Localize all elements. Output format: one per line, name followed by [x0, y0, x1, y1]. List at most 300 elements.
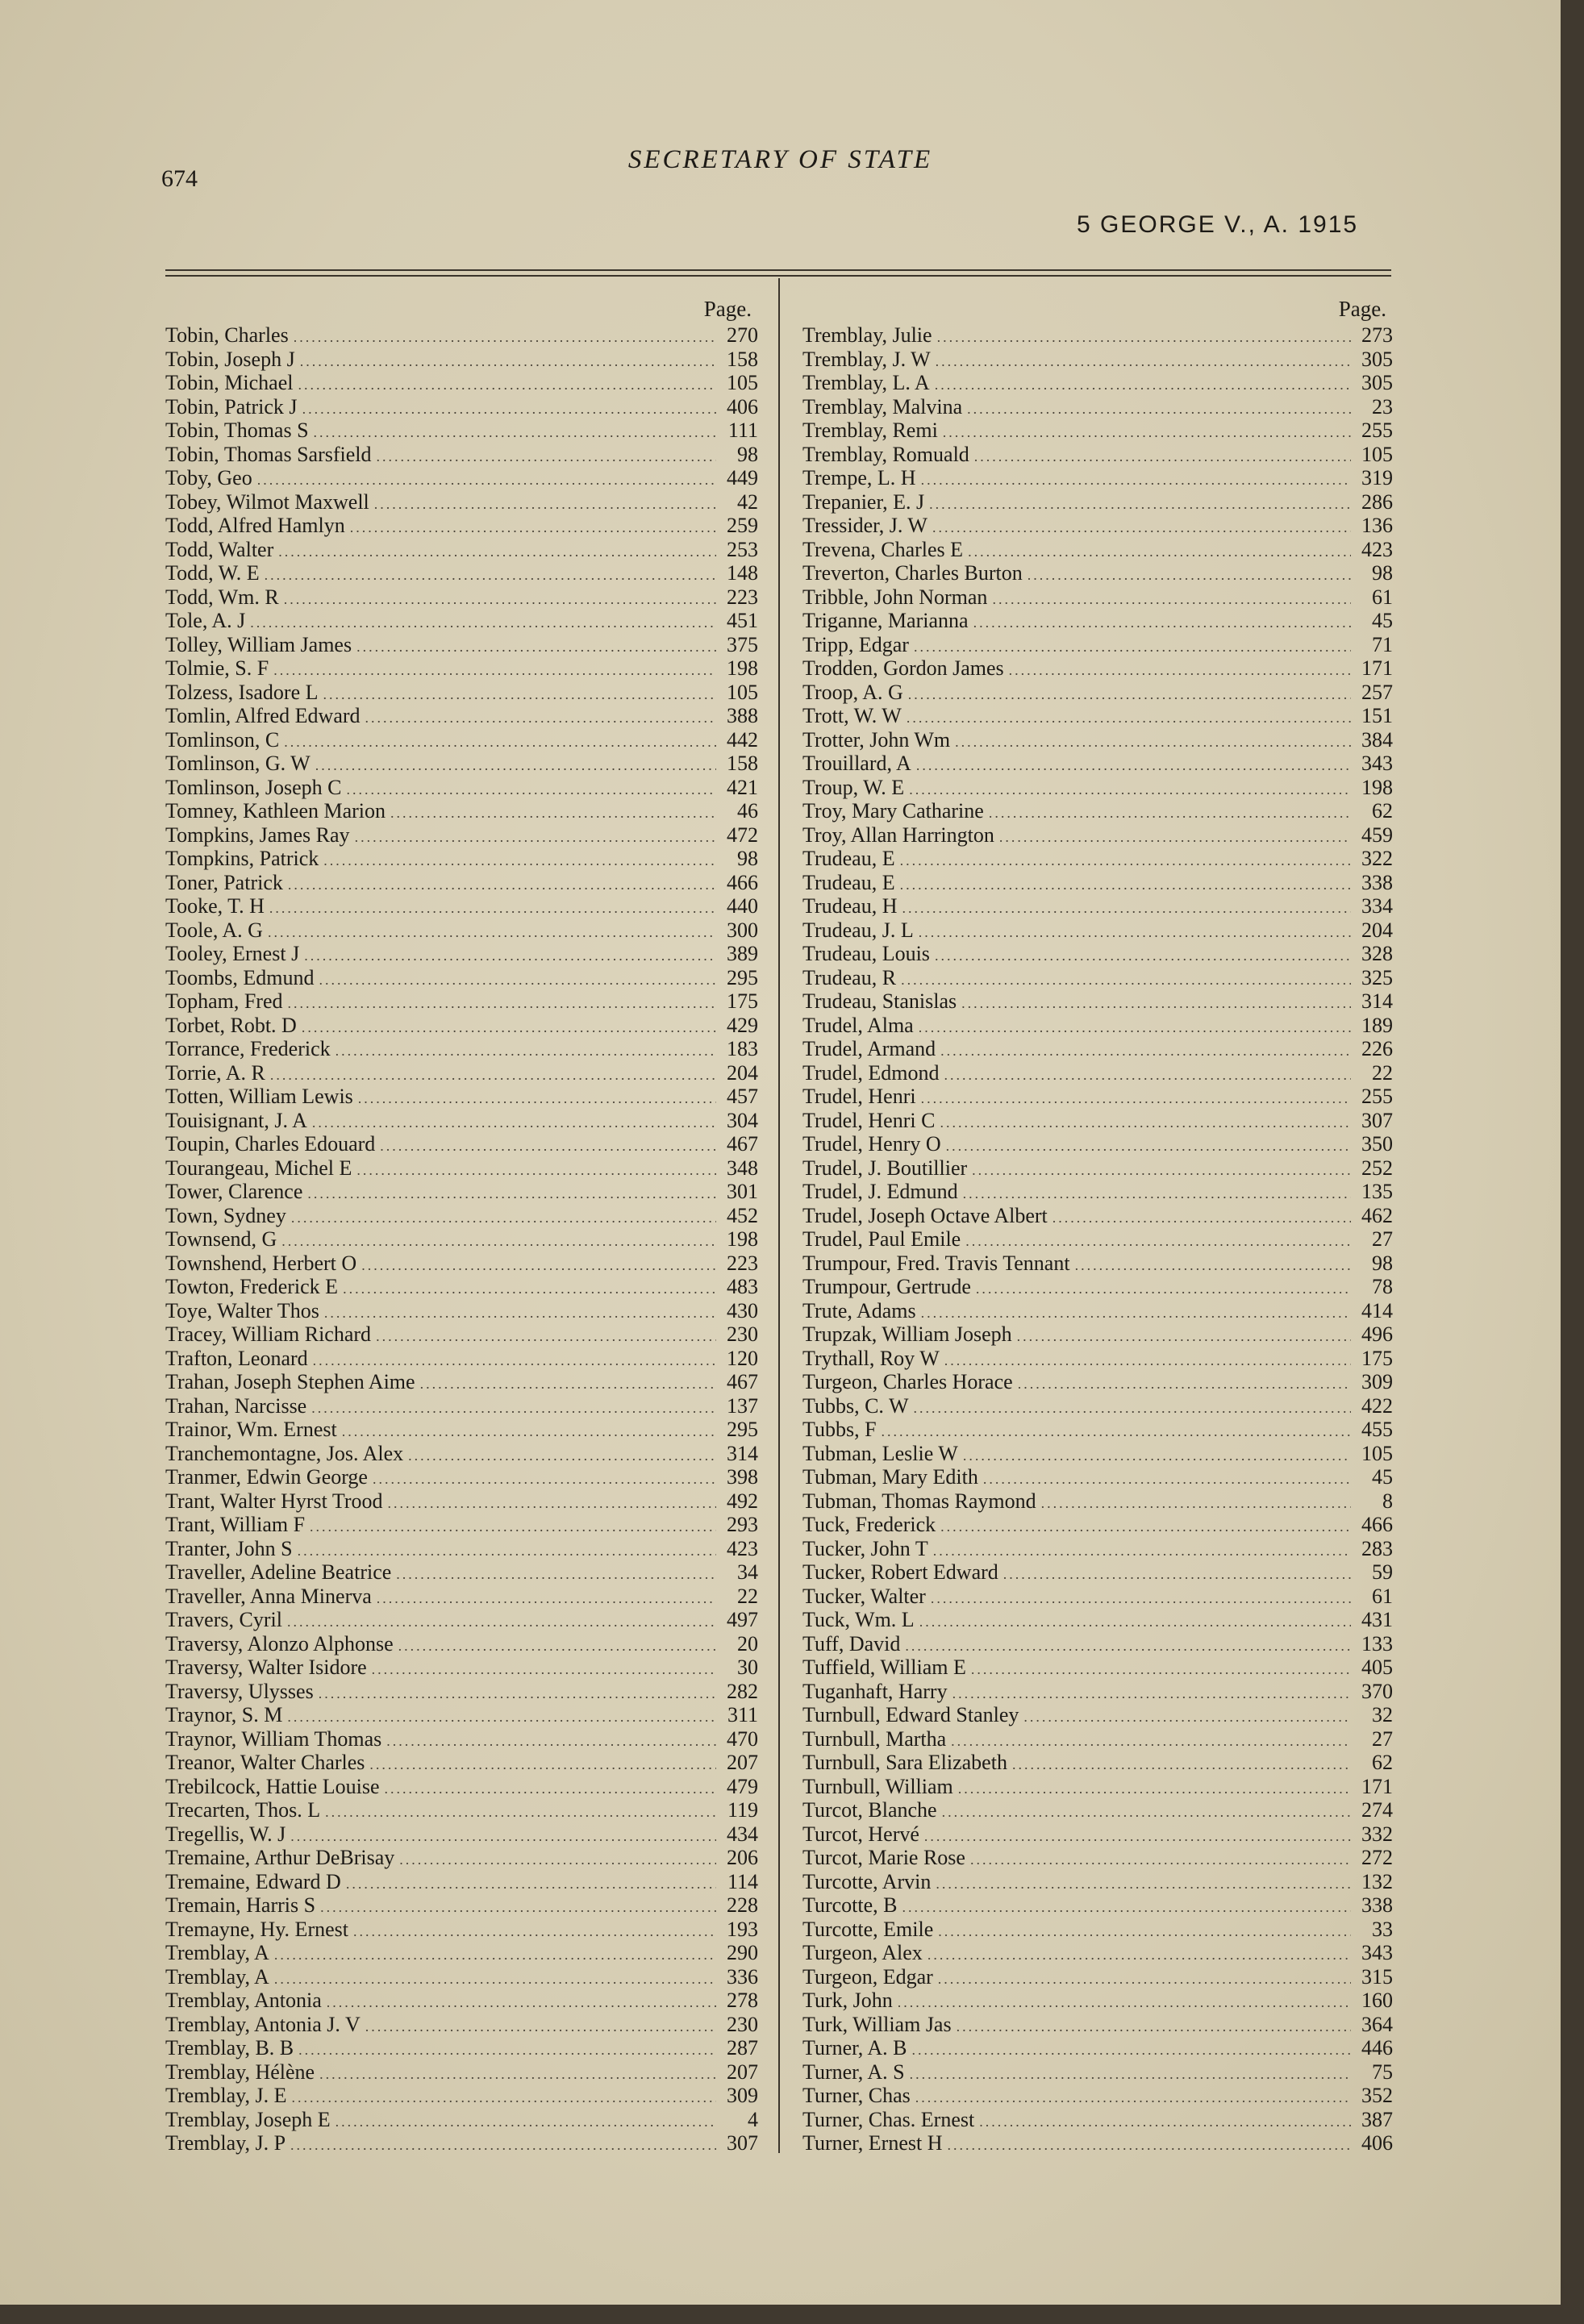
entry-page: 120	[727, 1346, 758, 1370]
index-entry	[802, 704, 1393, 728]
dot-leader	[976, 1277, 1351, 1302]
entry-page: 105	[1361, 442, 1393, 466]
index-entry	[802, 989, 1393, 1014]
index-entry	[165, 1418, 758, 1442]
entry-name: Trepanier, E. J	[802, 489, 925, 514]
index-entry	[802, 371, 1393, 395]
dot-leader	[915, 2086, 1351, 2110]
entry-name: Tremain, Harris S	[165, 1893, 316, 1917]
entry-name: Tranter, John S	[165, 1536, 293, 1560]
entry-name: Triganne, Marianna	[802, 609, 969, 632]
index-entry	[802, 1227, 1393, 1252]
index-entry	[802, 348, 1393, 372]
entry-page: 472	[727, 823, 758, 847]
entry-name: Tolzess, Isadore L	[165, 680, 319, 704]
entry-page: 375	[727, 632, 758, 656]
index-entry	[802, 1442, 1393, 1466]
dot-leader	[1018, 1372, 1351, 1397]
index-entry	[802, 1204, 1393, 1228]
entry-name: Tubbs, F	[802, 1418, 877, 1441]
index-entry	[802, 1394, 1393, 1418]
dot-leader	[273, 659, 716, 683]
entry-name: Tolley, William James	[165, 632, 352, 656]
entry-name: Toner, Patrick	[165, 870, 283, 894]
entry-page: 304	[727, 1108, 758, 1132]
index-entry	[802, 1085, 1393, 1109]
entry-page: 338	[1361, 1893, 1393, 1917]
index-entry	[802, 1822, 1393, 1847]
dot-leader	[900, 849, 1351, 873]
index-entry	[165, 656, 758, 681]
index-entry	[165, 1347, 758, 1371]
entry-name: Tremblay, J. W	[802, 347, 931, 371]
entry-name: Turnbull, Edward Stanley	[802, 1703, 1019, 1726]
entry-page: 455	[1361, 1418, 1393, 1441]
index-entry	[165, 1893, 758, 1918]
entry-name: Todd, Alfred Hamlyn	[165, 514, 345, 537]
index-entry	[165, 704, 758, 728]
index-entry	[802, 1014, 1393, 1038]
dot-leader	[911, 2039, 1351, 2063]
entry-page: 305	[1361, 347, 1393, 371]
entry-name: Tremblay, Hélène	[165, 2060, 315, 2084]
dot-leader	[1012, 1753, 1351, 1777]
entry-name: Tobin, Joseph J	[165, 347, 295, 371]
dot-leader	[952, 1682, 1351, 1706]
entry-page: 440	[727, 894, 758, 918]
dot-leader	[944, 1064, 1352, 1088]
entry-name: Traveller, Anna Minerva	[165, 1584, 372, 1608]
index-entry	[802, 466, 1393, 490]
dot-leader	[304, 944, 716, 968]
entry-name: Tobin, Thomas S	[165, 419, 309, 442]
entry-page: 314	[727, 1441, 758, 1465]
entry-page: 198	[727, 656, 758, 680]
dot-leader	[314, 421, 716, 445]
entry-page: 350	[1361, 1132, 1393, 1156]
dot-leader	[940, 1515, 1351, 1539]
entry-page: 253	[727, 537, 758, 561]
dot-leader	[938, 1968, 1351, 1992]
entry-name: Trumpour, Fred. Travis Tennant	[802, 1251, 1070, 1275]
entry-page: 307	[727, 2131, 758, 2155]
entry-page: 307	[1361, 1108, 1393, 1132]
dot-leader	[319, 1682, 716, 1706]
index-entry	[165, 681, 758, 705]
entry-page: 352	[1361, 2084, 1393, 2107]
dot-leader	[938, 1920, 1351, 1944]
dot-leader	[408, 1444, 716, 1468]
dot-leader	[974, 445, 1351, 469]
dot-leader	[972, 1159, 1351, 1183]
entry-name: Tremaine, Arthur DeBrisay	[165, 1846, 395, 1869]
dot-leader	[965, 1230, 1351, 1254]
dot-leader	[992, 588, 1351, 612]
index-entry	[165, 1608, 758, 1632]
index-entry	[165, 633, 758, 657]
entry-name: Trant, William F	[165, 1513, 306, 1536]
entry-name: Tomney, Kathleen Marion	[165, 799, 386, 823]
entry-page: 23	[1372, 394, 1393, 419]
dot-leader	[361, 1254, 716, 1278]
entry-name: Trudeau, Stanislas	[802, 989, 957, 1013]
index-entry	[165, 1489, 758, 1514]
dot-leader	[373, 1468, 716, 1492]
dot-leader	[1009, 659, 1351, 683]
entry-name: Trott, W. W	[802, 704, 902, 727]
entry-page: 45	[1372, 609, 1393, 632]
dot-leader	[963, 1444, 1351, 1468]
entry-page: 175	[727, 989, 758, 1013]
right-index-column	[802, 294, 1393, 2155]
index-entry	[165, 1585, 758, 1609]
entry-page: 338	[1361, 870, 1393, 894]
entry-page: 136	[1361, 514, 1393, 537]
index-entry	[165, 1465, 758, 1489]
index-entry	[802, 1347, 1393, 1371]
entry-name: Toye, Walter Thos	[165, 1298, 319, 1322]
dot-leader	[999, 826, 1351, 850]
entry-page: 132	[1361, 1869, 1393, 1893]
dot-leader	[369, 1753, 716, 1777]
entry-page: 61	[1372, 1584, 1393, 1608]
entry-name: Treanor, Walter Charles	[165, 1751, 365, 1774]
entry-page: 319	[1361, 466, 1393, 489]
index-entry	[802, 1632, 1393, 1656]
entry-name: Tubbs, C. W	[802, 1393, 909, 1418]
entry-name: Trudel, Joseph Octave Albert	[802, 1203, 1048, 1227]
entry-name: Trudel, Armand	[802, 1037, 936, 1060]
entry-page: 105	[1361, 1441, 1393, 1465]
entry-name: Tomlinson, Joseph C	[165, 775, 342, 799]
entry-name: Traveller, Adeline Beatrice	[165, 1560, 392, 1584]
dot-leader	[290, 1825, 716, 1849]
entry-name: Traversy, Walter Isidore	[165, 1656, 367, 1679]
index-entry	[165, 1965, 758, 1989]
index-entry	[165, 1751, 758, 1775]
index-entry	[165, 2060, 758, 2085]
entry-page: 98	[1372, 561, 1393, 585]
entry-page: 295	[727, 965, 758, 989]
entry-page: 228	[727, 1893, 758, 1917]
dot-leader	[900, 873, 1351, 898]
entry-name: Trudeau, E	[802, 847, 895, 870]
dot-leader	[946, 1135, 1351, 1159]
dot-leader	[882, 1420, 1351, 1444]
index-entry	[802, 2108, 1393, 2132]
entry-name: Tuganhaft, Harry	[802, 1679, 948, 1703]
index-entry	[165, 752, 758, 776]
entry-page: 389	[727, 942, 758, 965]
index-entry	[802, 871, 1393, 895]
index-entry	[165, 1180, 758, 1204]
entry-name: Trudel, Paul Emile	[802, 1227, 961, 1251]
entry-page: 300	[727, 918, 758, 942]
entry-page: 158	[727, 752, 758, 775]
entry-name: Turner, Chas. Ernest	[802, 2107, 975, 2131]
dot-leader	[313, 1349, 716, 1373]
dot-leader	[346, 1872, 716, 1897]
entry-page: 459	[1361, 823, 1393, 847]
dot-leader	[358, 1087, 716, 1111]
index-entry	[802, 1132, 1393, 1156]
entry-page: 105	[727, 680, 758, 704]
index-entry	[802, 966, 1393, 990]
index-entry	[165, 2131, 758, 2155]
entry-page: 364	[1361, 2012, 1393, 2036]
entry-page: 293	[727, 1513, 758, 1536]
entry-page: 133	[1361, 1631, 1393, 1656]
dot-leader	[983, 1468, 1351, 1492]
entry-page: 98	[737, 442, 758, 466]
entry-page: 446	[1361, 2036, 1393, 2060]
index-entry	[802, 1680, 1393, 1704]
dot-leader	[399, 1848, 716, 1872]
entry-name: Turcot, Blanche	[802, 1798, 937, 1822]
index-entry	[165, 1061, 758, 1085]
entry-name: Trainor, Wm. Ernest	[165, 1418, 337, 1441]
entry-name: Trythall, Roy W	[802, 1346, 940, 1370]
entry-page: 286	[1361, 489, 1393, 514]
entry-page: 20	[737, 1631, 758, 1656]
index-entry	[802, 942, 1393, 966]
entry-page: 46	[737, 799, 758, 823]
entry-page: 315	[1361, 1964, 1393, 1989]
entry-name: Tuff, David	[802, 1631, 901, 1656]
header-rule-double	[165, 275, 1391, 277]
entry-name: Turcotte, Emile	[802, 1917, 934, 1941]
dot-leader	[268, 921, 716, 945]
index-entry	[802, 2036, 1393, 2060]
entry-page: 336	[727, 1964, 758, 1989]
index-entry	[165, 1227, 758, 1252]
index-entry	[165, 776, 758, 800]
dot-leader	[274, 1968, 716, 1992]
entry-name: Tobin, Thomas Sarsfield	[165, 442, 372, 466]
index-entry	[802, 918, 1393, 943]
dot-leader	[288, 992, 717, 1016]
entry-page: 158	[727, 347, 758, 371]
entry-name: Tremblay, Antonia J. V	[165, 2012, 361, 2036]
entry-name: Todd, Wm. R	[165, 585, 279, 609]
entry-page: 175	[1361, 1346, 1393, 1370]
entry-name: Treverton, Charles Burton	[802, 561, 1023, 585]
entry-page: 348	[727, 1156, 758, 1180]
dot-leader	[288, 873, 716, 898]
entry-name: Tuck, Frederick	[802, 1513, 936, 1536]
entry-name: Torbet, Robt. D	[165, 1013, 297, 1037]
entry-name: Torrance, Frederick	[165, 1037, 331, 1060]
entry-page: 332	[1361, 1822, 1393, 1846]
index-entry	[802, 1965, 1393, 1989]
index-entry	[802, 1370, 1393, 1394]
entry-name: Turk, William Jas	[802, 2012, 952, 2036]
entry-page: 421	[727, 775, 758, 799]
entry-name: Tourangeau, Michel E	[165, 1156, 352, 1180]
dot-leader	[336, 1039, 716, 1064]
index-entry	[802, 1322, 1393, 1347]
entry-page: 259	[727, 514, 758, 537]
page-column-label: Page.	[703, 297, 752, 321]
index-entry	[802, 514, 1393, 538]
index-entry	[165, 1656, 758, 1680]
entry-page: 334	[1361, 894, 1393, 918]
entry-page: 34	[737, 1560, 758, 1584]
entry-page: 431	[1361, 1608, 1393, 1631]
entry-name: Trahan, Narcisse	[165, 1393, 307, 1418]
entry-name: Traversy, Alonzo Alphonse	[165, 1631, 394, 1656]
index-entry	[802, 1275, 1393, 1299]
entry-page: 370	[1361, 1679, 1393, 1703]
dot-leader	[935, 373, 1351, 398]
index-entry	[802, 1180, 1393, 1204]
running-title: SECRETARY OF STATE	[627, 145, 933, 174]
dot-leader	[310, 1515, 716, 1539]
index-entry	[802, 823, 1393, 848]
dot-leader	[1075, 1254, 1351, 1278]
index-entry	[165, 1442, 758, 1466]
entry-name: Touisignant, J. A	[165, 1108, 307, 1132]
dot-leader	[302, 398, 716, 422]
dot-leader	[1023, 1706, 1351, 1730]
entry-name: Tressider, J. W	[802, 514, 927, 537]
entry-page: 71	[1372, 632, 1393, 656]
index-entry	[802, 894, 1393, 918]
entry-page: 496	[1361, 1322, 1393, 1346]
index-entry	[165, 966, 758, 990]
index-entry	[802, 1893, 1393, 1918]
entry-page: 272	[1361, 1846, 1393, 1869]
entry-page: 483	[727, 1275, 758, 1298]
entry-name: Tobin, Patrick J	[165, 394, 298, 419]
entry-page: 423	[1361, 537, 1393, 561]
entry-name: Todd, W. E	[165, 561, 260, 585]
index-entry	[165, 395, 758, 419]
index-entry	[165, 1275, 758, 1299]
entry-page: 45	[1372, 1465, 1393, 1489]
dot-leader	[921, 1302, 1351, 1326]
entry-name: Townshend, Herbert O	[165, 1251, 357, 1275]
entry-page: 430	[727, 1298, 758, 1322]
entry-page: 42	[737, 489, 758, 514]
index-entry	[802, 1037, 1393, 1061]
entry-name: Trupzak, William Joseph	[802, 1322, 1012, 1346]
index-entry	[165, 1822, 758, 1847]
entry-name: Turcot, Marie Rose	[802, 1846, 965, 1869]
dot-leader	[916, 754, 1351, 778]
index-entry	[165, 1252, 758, 1276]
entry-page: 449	[727, 466, 758, 489]
entry-name: Turcotte, Arvin	[802, 1869, 932, 1893]
dot-leader	[343, 1277, 716, 1302]
entry-name: Townsend, G	[165, 1227, 277, 1251]
dot-leader	[908, 683, 1351, 707]
index-entry	[802, 395, 1393, 419]
dot-leader	[353, 1920, 716, 1944]
entry-name: Tranchemontagne, Jos. Alex	[165, 1441, 404, 1465]
entry-page: 114	[727, 1869, 758, 1893]
entry-page: 309	[1361, 1370, 1393, 1393]
entry-name: Tomlinson, C	[165, 727, 280, 752]
dot-leader	[968, 540, 1351, 564]
index-entry	[802, 752, 1393, 776]
entry-name: Turcotte, B	[802, 1893, 898, 1917]
dot-leader	[291, 1206, 716, 1231]
index-entry	[802, 2084, 1393, 2108]
entry-page: 278	[727, 1989, 758, 2012]
entry-page: 287	[727, 2036, 758, 2060]
entry-page: 492	[727, 1489, 758, 1513]
entry-name: Trumpour, Gertrude	[802, 1275, 971, 1298]
index-entry	[802, 1109, 1393, 1133]
dot-leader	[924, 1825, 1351, 1849]
index-entry	[802, 728, 1393, 752]
dot-leader	[291, 2086, 716, 2110]
dot-leader	[307, 1182, 716, 1206]
entry-name: Trafton, Leonard	[165, 1346, 308, 1370]
entry-name: Tremayne, Hy. Ernest	[165, 1917, 348, 1941]
entry-page: 151	[1361, 704, 1393, 727]
index-entry	[165, 1537, 758, 1561]
index-entry	[165, 538, 758, 562]
dot-leader	[902, 897, 1351, 921]
entry-name: Tomlin, Alfred Edward	[165, 704, 361, 727]
dot-leader	[270, 1064, 716, 1088]
index-entry	[802, 1465, 1393, 1489]
entry-name: Tooke, T. H	[165, 894, 265, 918]
entry-name: Turgeon, Charles Horace	[802, 1370, 1013, 1393]
entry-name: Towton, Frederick E	[165, 1275, 339, 1298]
entry-name: Turner, Chas	[802, 2084, 911, 2107]
index-entry	[165, 443, 758, 467]
entry-page: 406	[727, 394, 758, 419]
entry-name: Tribble, John Norman	[802, 585, 988, 609]
entry-name: Tompkins, Patrick	[165, 847, 319, 870]
dot-leader	[936, 350, 1351, 374]
dot-leader	[955, 731, 1351, 755]
dot-leader	[376, 1325, 716, 1349]
entry-page: 467	[727, 1370, 758, 1393]
entry-name: Tracey, William Richard	[165, 1322, 372, 1346]
dot-leader	[973, 611, 1351, 635]
dot-leader	[935, 944, 1351, 968]
entry-page: 223	[727, 585, 758, 609]
entry-page: 32	[1372, 1703, 1393, 1726]
entry-name: Trecarten, Thos. L	[165, 1798, 321, 1822]
entry-name: Trudeau, J. L	[802, 918, 914, 942]
index-entry	[165, 1014, 758, 1038]
dot-leader	[919, 1610, 1351, 1635]
entry-name: Tuck, Wm. L	[802, 1608, 915, 1631]
dot-leader	[356, 635, 716, 660]
dot-leader	[386, 1730, 716, 1754]
index-entry	[802, 1656, 1393, 1680]
dot-leader	[377, 1587, 716, 1611]
left-index-column	[165, 294, 758, 2155]
index-entry	[165, 585, 758, 610]
dot-leader	[902, 1896, 1352, 1920]
entry-name: Tower, Clarence	[165, 1180, 303, 1203]
entry-page: 282	[727, 1679, 758, 1703]
dot-leader	[1003, 1563, 1351, 1587]
entry-page: 105	[727, 371, 758, 394]
dot-leader	[324, 1302, 716, 1326]
entry-name: Trahan, Joseph Stephen Aime	[165, 1370, 415, 1393]
index-entry	[802, 1941, 1393, 1965]
entry-page: 387	[1361, 2107, 1393, 2131]
dot-leader	[372, 1658, 716, 1682]
entry-name: Traynor, S. M	[165, 1703, 283, 1726]
